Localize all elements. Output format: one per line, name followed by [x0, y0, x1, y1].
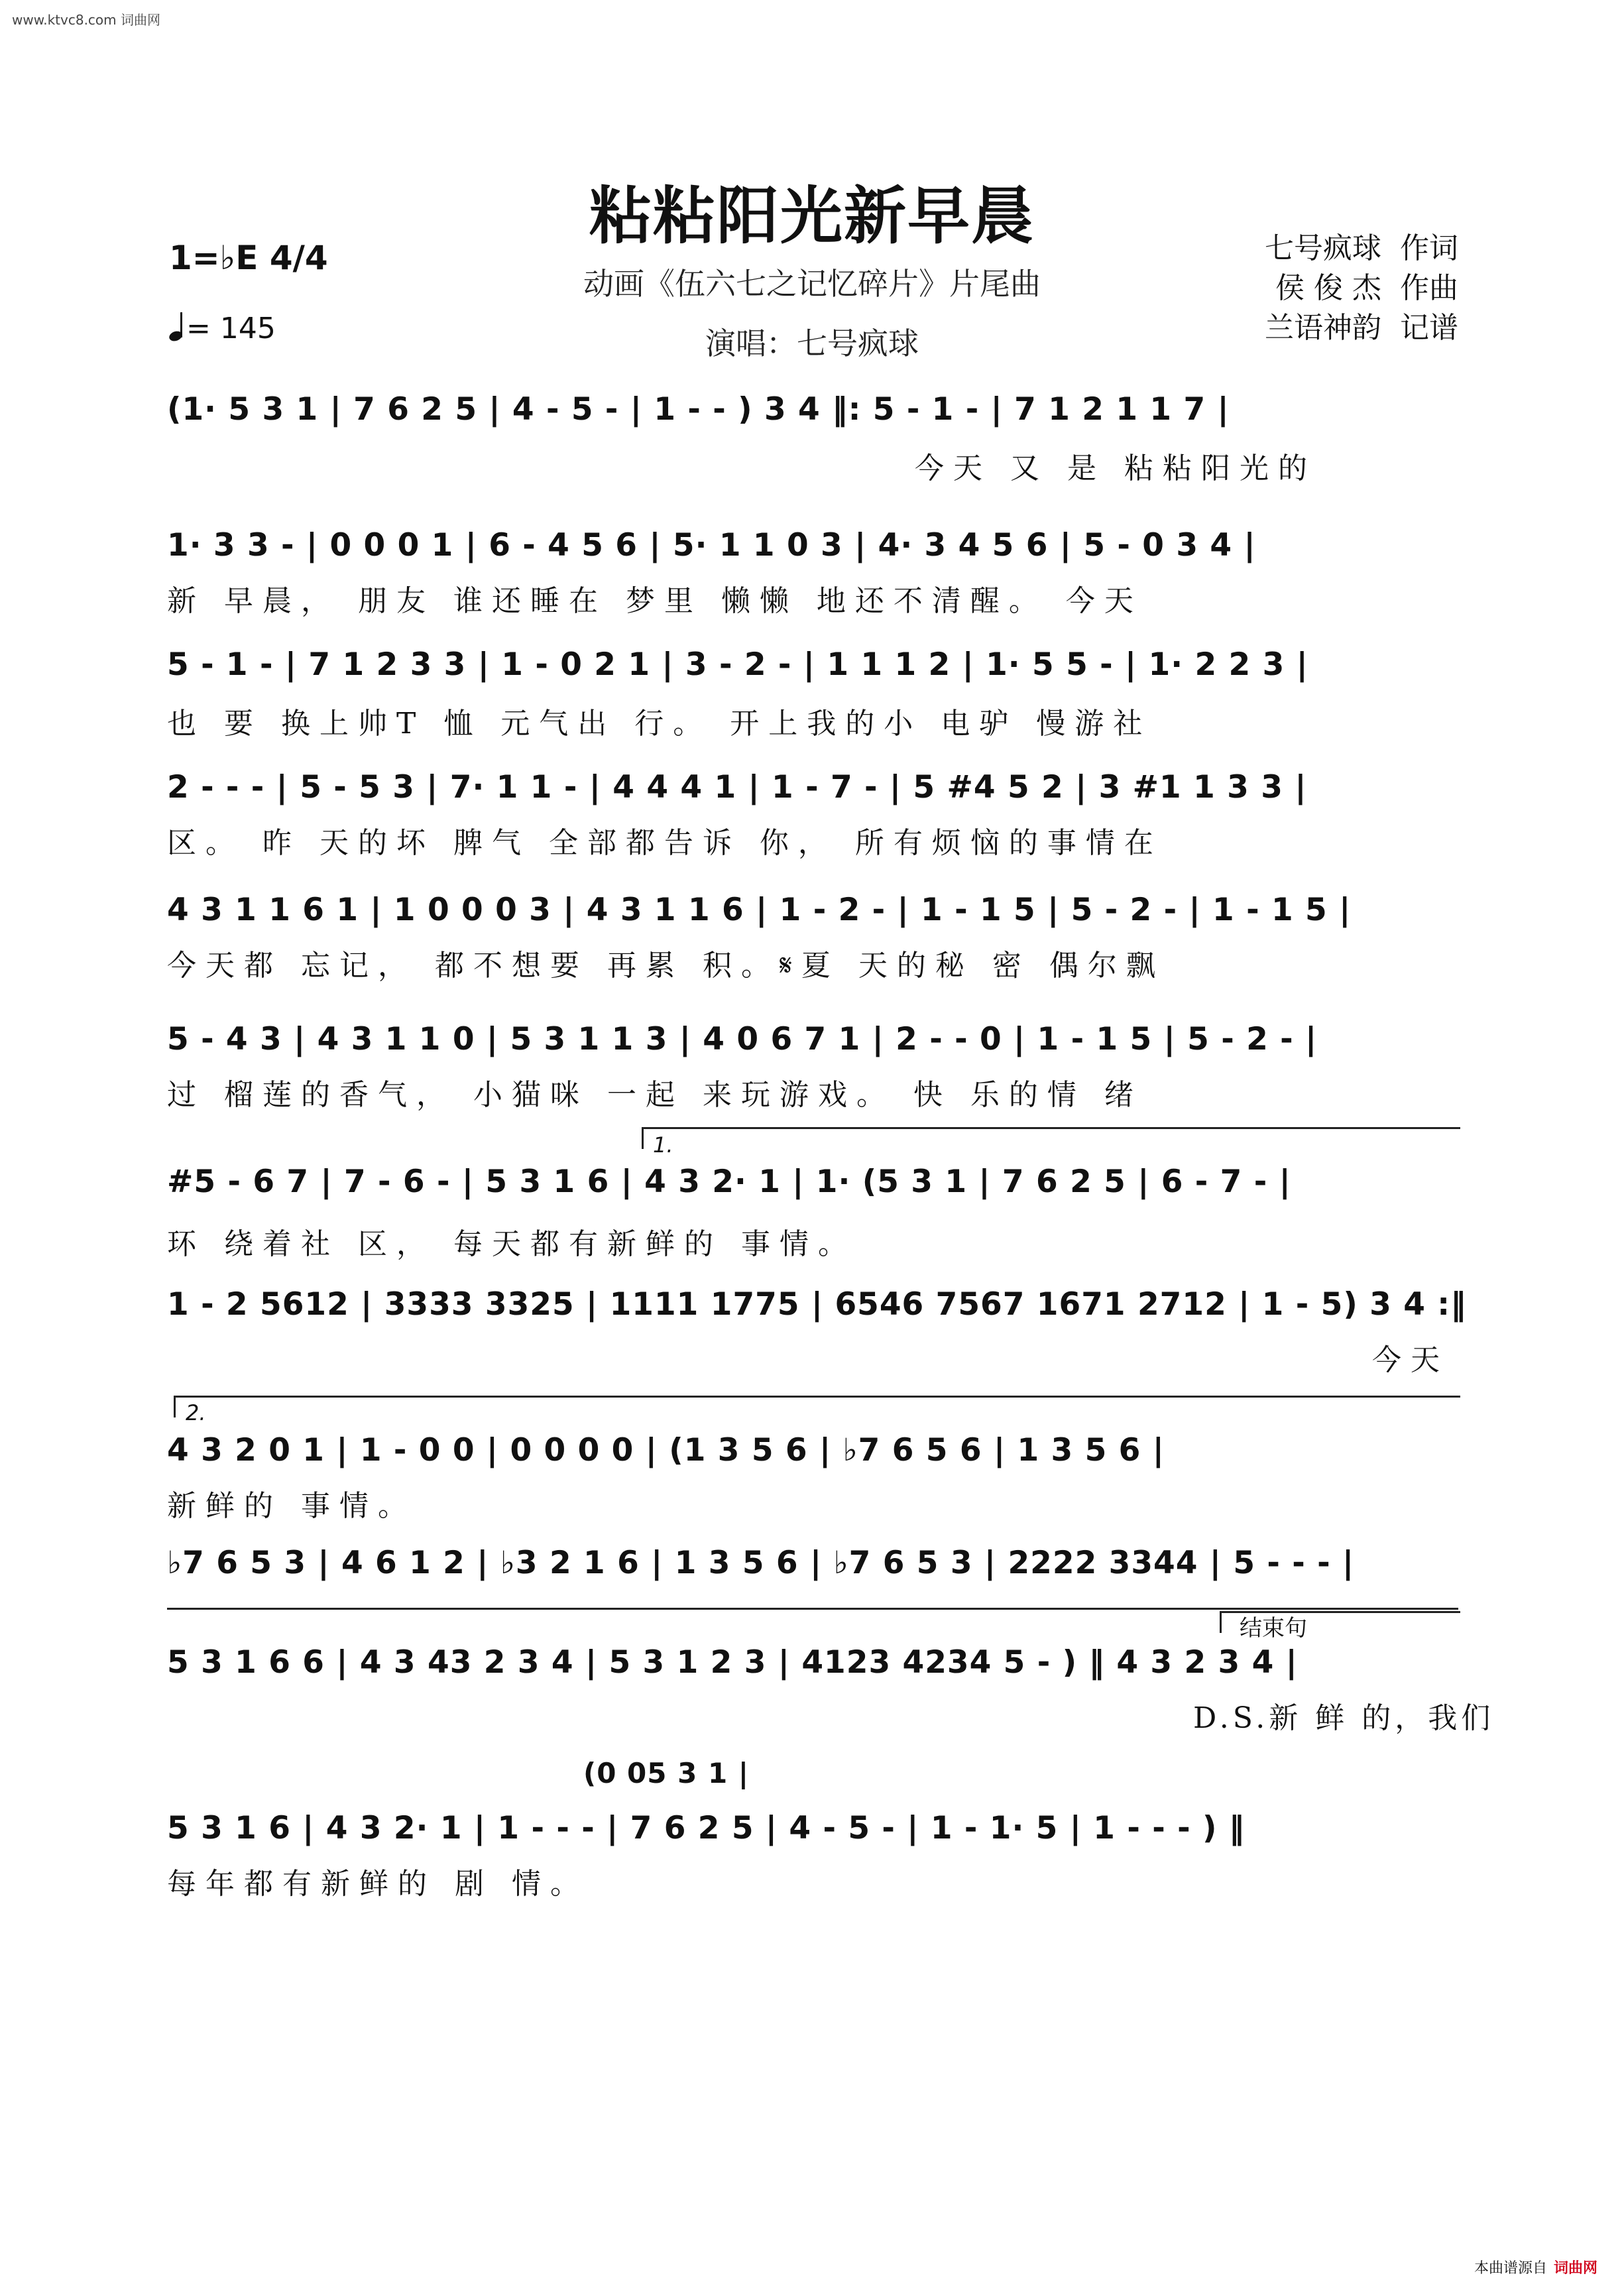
lyrics-row-11: D.S.新 鲜 的，我们 [1193, 1701, 1495, 1735]
credit-transcriber: 兰语神韵 记谱 [1265, 311, 1458, 345]
notes-row-6: 5 - 4 3 | 4 3 1 1 0 | 5 3 1 1 3 | 4 0 6 7 1 | 2 - - 0 | 1 - 1 5 | 5 - 2 - | [167, 1021, 1318, 1057]
notes-row-10: ♭7 6 5 3 | 4 6 1 2 | ♭3 2 1 6 | 1 3 5 6 | ♭7 6 5 3 | 2222 3344 | 5 - - - | [167, 1545, 1355, 1581]
lyrics-row-9: 新鲜的 事情。 [167, 1489, 416, 1523]
notes-row-8: 1 - 2 5612 | 3333 3325 | 1111 1775 | 6546 7567 1671 2712 | 1 - 5) 3 4 :‖ [167, 1286, 1467, 1323]
singer-line: 演唱：七号疯球 [705, 326, 919, 361]
key-signature: 1=♭E 4/4 [169, 239, 328, 277]
notes-row-4: 2 - - - | 5 - 5 3 | 7· 1 1 - | 4 4 4 1 | 1 - 7 - | 5 #4 5 2 | 3 #1 1 3 3 | [167, 769, 1307, 806]
tempo-marking [169, 312, 276, 345]
song-title: 粘粘阳光新早晨 [589, 180, 1035, 253]
notes-row-9: 4 3 2 0 1 | 1 - 0 0 | 0 0 0 0 | (1 3 5 6 | ♭7 6 5 6 | 1 3 5 6 | [167, 1432, 1165, 1469]
notes-row-12: (0 05 3 1 | [583, 1757, 750, 1789]
ending-label: 结束句 [1240, 1615, 1307, 1642]
quarter-note-icon [169, 312, 186, 341]
notes-row-13: 5 3 1 6 | 4 3 2· 1 | 1 - - - | 7 6 2 5 | 4 - 5 - | 1 - 1· 5 | 1 - - - ) ‖ [167, 1810, 1246, 1846]
footer-source-text: 本曲谱源自 [1474, 2260, 1547, 2277]
notes-row-3: 5 - 1 - | 7 1 2 3 3 | 1 - 0 2 1 | 3 - 2 - | 1 1 1 2 | 1· 5 5 - | 1· 2 2 3 | [167, 646, 1308, 683]
lyrics-row-3: 也 要 换上帅T 恤 元气出 行。 开上我的小 电驴 慢游社 [167, 707, 1152, 741]
site-brand: 词曲网 [121, 12, 161, 28]
song-subtitle: 动画《伍六七之记忆碎片》片尾曲 [583, 266, 1041, 302]
lyrics-row-4: 区。 昨 天的坏 脾气 全部都告诉 你， 所有烦恼的事情在 [167, 826, 1163, 860]
lyrics-row-2: 新 早晨， 朋友 谁还睡在 梦里 懒懒 地还不清醒。 今天 [167, 584, 1143, 618]
lyrics-row-13: 每年都有新鲜的 剧 情。 [167, 1867, 589, 1901]
lyrics-row-8: 今天 [1372, 1343, 1449, 1377]
lyrics-row-1: 今天 又 是 粘粘阳光的 [915, 451, 1316, 485]
notes-row-1: (1· 5 3 1 | 7 6 2 5 | 4 - 5 - | 1 - - ) 3 4 ‖: 5 - 1 - | 7 1 2 1 1 7 | [167, 391, 1230, 428]
lyrics-row-5: 今天都 忘记， 都不想要 再累 积。𝄋夏 天的秘 密 偶尔飘 [167, 949, 1165, 983]
credit-lyricist: 七号疯球 作词 [1265, 231, 1458, 265]
site-url: www.ktvc8.com [12, 12, 117, 28]
credits [1265, 229, 1458, 348]
credit-composer: 侯 俊 杰 作曲 [1275, 271, 1458, 305]
volta-first-bracket [642, 1127, 1460, 1149]
notes-row-11: 5 3 1 6 6 | 4 3 43 2 3 4 | 5 3 1 2 3 | 4123 4234 5 - ) ‖ 4 3 2 3 4 | [167, 1644, 1298, 1681]
volta-first-label: 1. [653, 1132, 673, 1158]
volta-second-label: 2. [186, 1400, 206, 1425]
tempo-value: = 145 [186, 312, 276, 345]
notes-row-5: 4 3 1 1 6 1 | 1 0 0 0 3 | 4 3 1 1 6 | 1 - 2 - | 1 - 1 5 | 5 - 2 - | 1 - 1 5 | [167, 892, 1352, 928]
volta-second-bracket [174, 1396, 1460, 1417]
notes-row-2: 1· 3 3 - | 0 0 0 1 | 6 - 4 5 6 | 5· 1 1 0 3 | 4· 3 4 5 6 | 5 - 0 3 4 | [167, 527, 1256, 564]
notes-row-7: #5 - 6 7 | 7 - 6 - | 5 3 1 6 | 4 3 2· 1 | 1· (5 3 1 | 7 6 2 5 | 6 - 7 - | [167, 1164, 1291, 1200]
footer-source [1474, 2257, 1597, 2277]
lyrics-row-7: 环 绕着社 区， 每天都有新鲜的 事情。 [167, 1227, 856, 1261]
footer-brand[interactable]: 词曲网 [1553, 2260, 1597, 2277]
site-header-url [12, 9, 160, 29]
lyrics-row-6: 过 榴莲的香气， 小猫咪 一起 来玩游戏。 快 乐的情 绪 [167, 1078, 1143, 1112]
